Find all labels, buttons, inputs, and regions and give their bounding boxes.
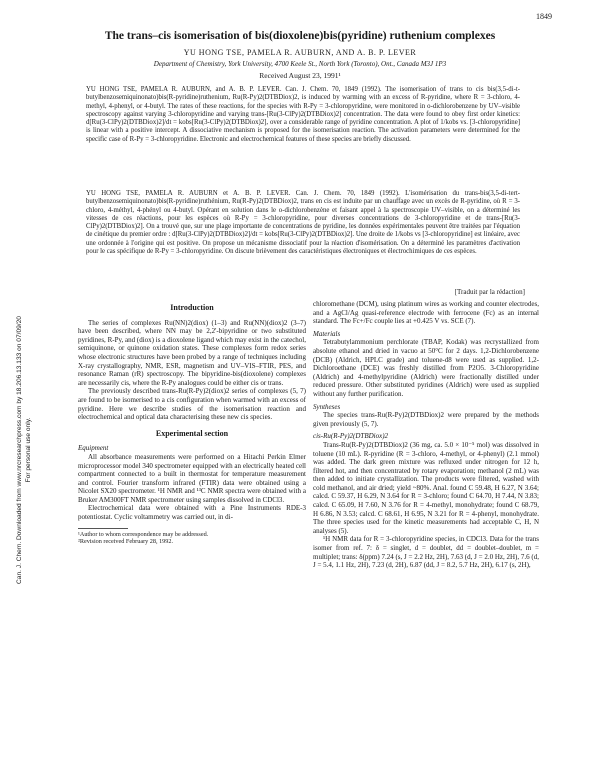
abstract-french: YU HONG TSE, PAMELA R. AUBURN et A. B. P. LEVER. Can. J. Chem. 70, 1849 (1992). L'isomérisation du trans-bis(3,5-di-tert-butylbenzosemiquinonato)bis(R-pyridine)ruthénium, Ru(R-Py)2(DTBDiox)2, trans en cis est induite par un chauffage avec un excès de R-pyridine, où R = 3-chloro, 4-méthyl, 4-phényl ou 4-butyl. Opérant en solution dans le o-dichlorobenzène et faisant appel à la spectroscopie UV–visible, on a déterminé les vitesses de ces réactions, pour les espèces où R-Py = 3-chloropyridine, pour diverses concentrations de 3-chloropyridine et de trans-[Ru(3-ClPy)2(DTBDiox)2]. On a trouvé que, sur une plage importante de concentrations de pyridine, les données expérimentales peuvent être traitées par l'équation de cinétique du premier ordre : d[Ru(3-ClPy)2(DTBDiox)2]/dt = kobs[Ru(3-ClPy)2(DTBDiox)2]. Une droite de 1/kobs vs [3-chloropyridine] est linéaire, avec une ordonnée à l'origine qui est positive. On propose un mécanisme dissociatif pour la réaction d'isomérisation. On a déterminé les paramètres d'activation pour le cas spécifique de R-Py = 3-chloropyridine. On discute brièvement des caractéristiques électroniques et électrochimiques de ces espèces.: [86, 190, 520, 256]
cis-complex-paragraph: Trans-Ru(R-Py)2(DTBDiox)2 (36 mg, ca. 5.0 × 10⁻⁵ mol) was dissolved in toluene (10 mL). R-pyridine (R = 3-chloro, 4-methyl, or 4-phenyl) (2.1 mmol) was added. The dark green mixture was refluxed under nitrogen for 12 h, filtered hot, and then concentrated by rotary evaporation; methanol (2 mL) was then added to initiate crystallization. The products were filtered, washed with cold methanol, and air dried; yield ~80%. Anal. found C 59.48, H 6.27, N 3.64; calcd. C 59.37, H 6.29, N 3.64 for R = 3-chloro; found C 64.70, H 7.44, N 3.83; calcd. C 65.09, H 7.60, N 3.76 for R = 4-methyl, monohydrate; found C 68.79, H 6.86, N 3.53; calcd. C 68.61, H 6.95, N 3.21 for R = 4-phenyl, monohydrate. The three species used for the kinetic measurements had acceptable C, H, N analyses (5).: [313, 440, 539, 535]
paper-title: The trans–cis isomerisation of bis(dioxolene)bis(pyridine) ruthenium complexes: [104, 30, 496, 42]
download-watermark: [4, 300, 44, 600]
cis-complex-subheading: cis-Ru(R-Py)2(DTBDiox)2: [313, 432, 389, 441]
materials-subheading: Materials: [313, 329, 341, 338]
equipment-paragraph: All absorbance measurements were performed on a Hitachi Perkin Elmer microprocessor model 340 spectrometer equipped with an electrically heated cell compartment connected to a built in thermostat for temperature measurement and control. Fourier transform infrared (FTIR) data were obtained using a Nicolet SX20 spectrometer. ¹H NMR and ¹³C NMR spectra were obtained with a Bruker AM300FT NMR spectrometer using samples dissolved in CDCl3.: [78, 452, 306, 504]
watermark-line-1: Can. J. Chem. Downloaded from www.nrcresearchpress.com by 18.206.13.133 on 07/09/20: [16, 316, 23, 584]
watermark-line-2: For personal use only.: [25, 417, 32, 483]
author-list: YU HONG TSE, PAMELA R. AUBURN, AND A. B. P. LEVER: [183, 48, 417, 57]
materials-paragraph: Tetrabutylammonium perchlorate (TBAP, Kodak) was recrystallized from absolute ethanol and dried in vacuo at 50°C for 2 days. 1,2-Dichlorobenzene (DCB) (Aldrich, HPLC grade) and toluene-d8 were used as supplied. 1,2-Dichloroethane (DCE) was freshly distilled from P2O5. 3-Chloropyridine (Aldrich) and 4-methylpyridine (Aldrich) were fractionally distilled under reduced pressure. Other substituted pyridines (Aldrich) were used as supplied without any further purification.: [313, 338, 539, 398]
electrochem-paragraph: chloromethane (DCM), using platinum wires as working and counter electrodes, and a AgCl/Ag quasi-reference electrode with ferrocene (Fc) as an internal standard. The Fc+/Fc couple lies at +0.425 V vs. SCE (7).: [313, 300, 539, 326]
introduction-heading: Introduction: [170, 303, 214, 312]
footnote: ¹Author to whom correspondence may be addressed.: [78, 530, 209, 538]
page-number: 1849: [536, 12, 552, 21]
nmr-paragraph: ¹H NMR data for R = 3-chloropyridine species, in CDCl3. Data for the trans isomer from ref. 7: δ = singlet, d = doublet, dd = doublet–doublet, m = multiplet; trans: δ(ppm) 7.24 (s, J = 2.2 Hz, 2H), 7.63 (d, J = 2.0 Hz, 2H), 7.6 (d, J = 5.4, 1.1 Hz, 2H), 7.23 (d, 2H), 6.87 (dd, J = 8.2, 5.7 Hz, 2H), 6.17 (s, 2H),: [313, 535, 539, 570]
abstract-english: YU HONG TSE, PAMELA R. AUBURN, and A. B. P. LEVER. Can. J. Chem. 70, 1849 (1992). The isomerisation of trans to cis bis(3,5-di-t-butylbenzosemiquinonato)bis(R-pyridine)ruthenium, Ru(R-Py)2(DTBDiox)2, is induced by warming with an excess of R-pyridine, where R = 3-chloro, 4-methyl, 4-phenyl, or 4-butyl. The rates of these reactions, for the species with R-Py = 3-chloropyridine, were monitored in o-dichlorobenzene by UV–visible spectroscopy against varying 3-chloropyridine and varying trans-[Ru(3-ClPy)2(DTBDiox)2] concentration. The data were found to obey first order kinetics: d[Ru(3-ClPy)2(DTBDiox)2]/dt = kobs[Ru(3-ClPy)2(DTBDiox)2], over a considerable range of pyridine concentration. A plot of 1/kobs vs. [3-chloropyridine] is linear with a positive intercept. A dissociative mechanism is proposed for the isomerisation reaction. The activation parameters were determined for the specific case of R-Py = 3-chloropyridine. Electronic and electrochemical features of these species are briefly discussed.: [86, 86, 520, 143]
translator-note: [Traduit par la rédaction]: [454, 288, 525, 296]
syntheses-paragraph: The species trans-Ru(R-Py)2(DTBDiox)2 were prepared by the methods given previously (5, 7).: [313, 411, 539, 428]
experimental-heading: Experimental section: [155, 428, 229, 438]
equipment-subheading: Equipment: [78, 444, 109, 453]
intro-paragraph: The series of complexes Ru(NN)2(diox) (1–3) and Ru(NN)(diox)2 (3–7) have been described, where NN may be 2,2'-bipyridine or two substituted pyridines, R-Py, and (diox) is a dioxolene ligand which may exist in the catechol, semiquinone, or quinone oxidation states. These complexes form redox series whose electronic structures have been probed by a range of techniques including X-ray crystallography, NMR, ESR, magnetism and UV–VIS–FTIR, PES, and resonance Raman (rR) spectroscopy. The bipyridine-bis(dioxolene) complexes are necessarily cis, where the R-Py analogues could be either cis or trans.: [78, 318, 306, 387]
right-column: [313, 300, 539, 570]
affiliation: Department of Chemistry, York University, 4700 Keele St., North York (Toronto), Ont., Canada M3J 1P3: [153, 60, 447, 68]
footnote: ²Revision received February 28, 1992.: [78, 538, 173, 546]
equipment-paragraph: Electrochemical data were obtained with a Pine Instruments RDE-3 potentiostat. Cyclic voltammetry was carried out, in di-: [78, 504, 306, 522]
footnote-divider: [78, 528, 128, 529]
received-date: Received August 23, 1991¹: [259, 71, 341, 80]
left-column: [78, 300, 306, 546]
intro-paragraph: The previously described trans-Ru(R-Py)2(diox)2 series of complexes (5, 7) are found to be isomerised to a cis configuration when warmed with an excess of pyridine. Here we describe studies of the isomerisation reaction and electrochemical and optical data characterising these new cis species.: [78, 387, 306, 422]
syntheses-subheading: Syntheses: [313, 402, 341, 411]
